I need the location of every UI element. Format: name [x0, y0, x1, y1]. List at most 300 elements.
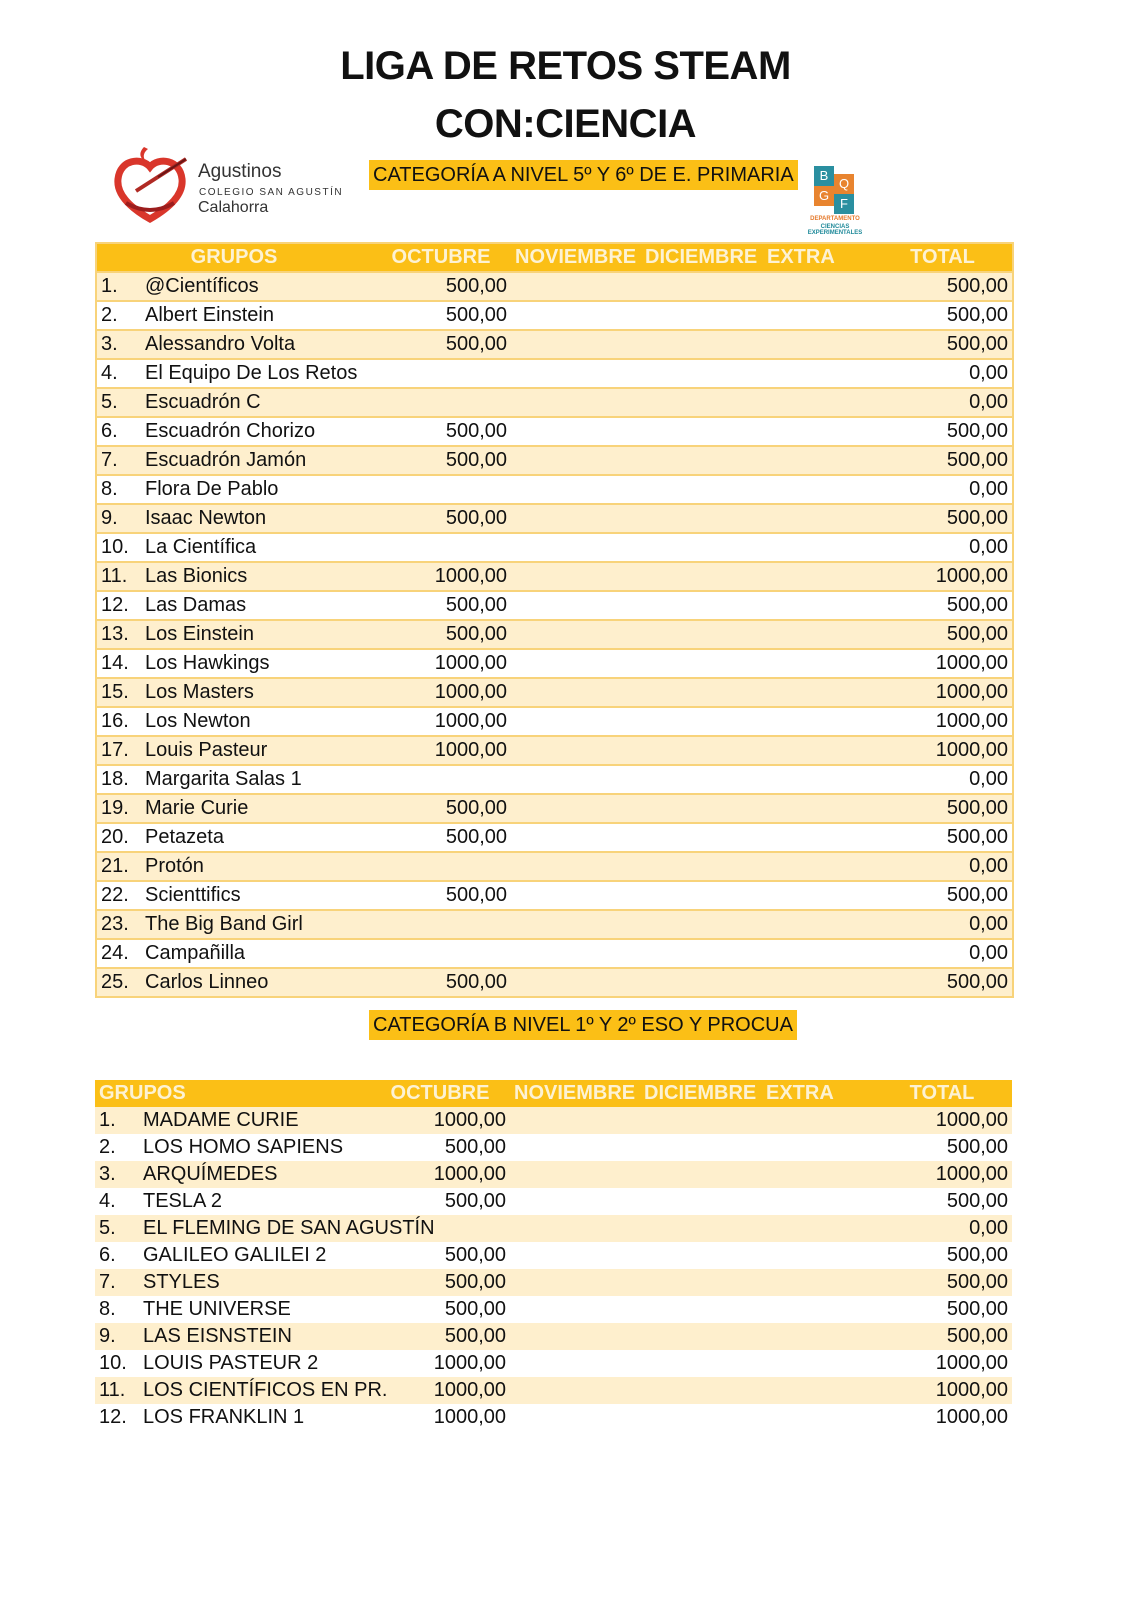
- group-name-cell: [96, 475, 371, 504]
- extra-cell: [763, 475, 873, 504]
- group-name: Las Bionics: [145, 565, 248, 587]
- diciembre-cell: [641, 649, 763, 678]
- group-name-cell: [96, 881, 371, 910]
- total-cell: 500,00: [873, 620, 1013, 649]
- total-cell: 0,00: [873, 939, 1013, 968]
- total-cell: 1000,00: [873, 562, 1013, 591]
- group-name: LOS CIENTÍFICOS EN PR.: [143, 1379, 388, 1401]
- group-name: Escuadrón Jamón: [145, 449, 307, 471]
- table-row[interactable]: [95, 1377, 1012, 1404]
- octubre-cell: 500,00: [444, 1244, 506, 1266]
- row-number: 3.: [99, 1163, 116, 1185]
- extra-cell: [763, 649, 873, 678]
- total-cell: 500,00: [873, 301, 1013, 330]
- total-cell: 0,00: [873, 852, 1013, 881]
- group-name: GALILEO GALILEI 2: [143, 1244, 327, 1266]
- department-logo-line2: CIENCIAS EXPERIMENTALES: [807, 224, 863, 236]
- noviembre-cell: [510, 1134, 640, 1161]
- total-cell: 1000,00: [872, 1377, 1012, 1404]
- group-name-cell: [95, 1296, 370, 1323]
- extra-cell: [763, 678, 873, 707]
- school-logo-city: Calahorra: [198, 199, 269, 216]
- row-number: 16.: [101, 710, 129, 732]
- noviembre-cell: [511, 330, 641, 359]
- table-row[interactable]: [95, 1107, 1012, 1134]
- total-cell: 500,00: [946, 1190, 1008, 1212]
- extra-cell: [763, 794, 873, 823]
- group-name: ARQUÍMEDES: [143, 1163, 278, 1185]
- group-name: Los Einstein: [145, 623, 254, 645]
- total-cell: 500,00: [873, 330, 1013, 359]
- group-name: Escuadrón Chorizo: [145, 420, 316, 442]
- row-number: 15.: [101, 681, 129, 703]
- extra-cell: [762, 1296, 872, 1323]
- diciembre-cell: [640, 1188, 762, 1215]
- table-row[interactable]: [96, 446, 1013, 475]
- noviembre-cell: [511, 678, 641, 707]
- total-cell: 500,00: [873, 272, 1013, 301]
- noviembre-cell: [511, 301, 641, 330]
- table-row[interactable]: [96, 736, 1013, 765]
- group-name-cell: [96, 707, 371, 736]
- table-row[interactable]: [96, 388, 1013, 417]
- extra-cell: [763, 939, 873, 968]
- total-cell: 500,00: [946, 1298, 1008, 1320]
- group-name-cell: [95, 1350, 370, 1377]
- table-row[interactable]: [95, 1269, 1012, 1296]
- noviembre-cell: [511, 620, 641, 649]
- group-name: Los Hawkings: [145, 652, 270, 674]
- group-name-cell: [95, 1242, 370, 1269]
- table-row[interactable]: [96, 765, 1013, 794]
- noviembre-cell: [510, 1296, 640, 1323]
- group-name-cell: [95, 1323, 370, 1350]
- noviembre-cell: [511, 707, 641, 736]
- noviembre-cell: [511, 446, 641, 475]
- extra-cell: [763, 591, 873, 620]
- row-number: 1.: [99, 1109, 116, 1131]
- total-cell: 1000,00: [935, 1406, 1008, 1428]
- group-name-cell: [96, 417, 371, 446]
- category-b-table: [95, 1080, 1012, 1431]
- diciembre-cell: [641, 475, 763, 504]
- extra-cell: [763, 417, 873, 446]
- extra-cell: [763, 823, 873, 852]
- column-header-octubre[interactable]: OCTUBRE: [371, 243, 511, 272]
- diciembre-cell: [641, 736, 763, 765]
- table-row[interactable]: [96, 910, 1013, 939]
- diciembre-cell: [641, 301, 763, 330]
- diciembre-cell: [640, 1107, 762, 1134]
- total-cell: 500,00: [873, 504, 1013, 533]
- group-name: Los Newton: [145, 710, 251, 732]
- group-name: Campañilla: [145, 942, 246, 964]
- noviembre-cell: [511, 939, 641, 968]
- diciembre-cell: [640, 1323, 762, 1350]
- diciembre-cell: [640, 1377, 762, 1404]
- total-cell: 0,00: [873, 765, 1013, 794]
- diciembre-cell: [641, 620, 763, 649]
- octubre-cell: 500,00: [371, 272, 511, 301]
- diciembre-cell: [640, 1242, 762, 1269]
- table-row[interactable]: [96, 881, 1013, 910]
- group-name-cell: [95, 1377, 388, 1404]
- diciembre-cell: [641, 591, 763, 620]
- total-cell: 1000,00: [873, 707, 1013, 736]
- table-row[interactable]: [95, 1242, 1012, 1269]
- row-number: 22.: [101, 884, 129, 906]
- row-number: 24.: [101, 942, 129, 964]
- table-row[interactable]: [96, 823, 1013, 852]
- group-name-cell: [96, 272, 371, 301]
- octubre-cell: 500,00: [444, 1298, 506, 1320]
- total-cell: 500,00: [946, 1244, 1008, 1266]
- extra-cell: [763, 562, 873, 591]
- diciembre-cell: [640, 1350, 762, 1377]
- table-row[interactable]: [96, 475, 1013, 504]
- group-name-cell: [96, 533, 371, 562]
- octubre-cell: [371, 475, 511, 504]
- table-row[interactable]: [96, 272, 1013, 301]
- noviembre-cell: [511, 359, 641, 388]
- group-name-cell: [96, 388, 371, 417]
- table-row[interactable]: [95, 1323, 1012, 1350]
- table-row[interactable]: [96, 301, 1013, 330]
- noviembre-cell: [510, 1350, 640, 1377]
- total-cell: 500,00: [873, 417, 1013, 446]
- diciembre-cell: [641, 417, 763, 446]
- table-row[interactable]: [95, 1134, 1012, 1161]
- row-number: 13.: [101, 623, 129, 645]
- column-header-diciembre[interactable]: DICIEMBRE: [640, 1080, 762, 1107]
- group-name: Los Masters: [145, 681, 254, 703]
- logo-square-b: B: [814, 166, 834, 186]
- noviembre-cell: [511, 533, 641, 562]
- table-row[interactable]: [96, 939, 1013, 968]
- logo-square-g: G: [814, 186, 834, 206]
- total-cell: 500,00: [872, 1323, 1012, 1350]
- noviembre-cell: [511, 649, 641, 678]
- extra-cell: [762, 1377, 872, 1404]
- page-title-line2: CON:CIENCIA: [434, 102, 697, 146]
- octubre-cell: 500,00: [371, 881, 511, 910]
- total-cell: 1000,00: [873, 649, 1013, 678]
- diciembre-cell: [640, 1134, 762, 1161]
- row-number: 14.: [101, 652, 129, 674]
- noviembre-cell: [511, 417, 641, 446]
- column-header-octubre[interactable]: OCTUBRE: [370, 1080, 510, 1107]
- diciembre-cell: [641, 823, 763, 852]
- extra-cell: [762, 1323, 872, 1350]
- column-header-grupos[interactable]: GRUPOS: [95, 1080, 370, 1107]
- column-header-total[interactable]: TOTAL: [872, 1080, 1012, 1107]
- diciembre-cell: [640, 1404, 762, 1431]
- group-name: La Científica: [145, 536, 257, 558]
- diciembre-cell: [641, 272, 763, 301]
- extra-cell: [763, 881, 873, 910]
- extra-cell: [763, 707, 873, 736]
- diciembre-cell: [641, 330, 763, 359]
- row-number: 19.: [101, 797, 129, 819]
- group-name: Isaac Newton: [145, 507, 267, 529]
- group-name: LOS FRANKLIN 1: [143, 1406, 305, 1428]
- diciembre-cell: [641, 968, 763, 997]
- school-logo-subtitle: COLEGIO SAN AGUSTÍN: [199, 187, 344, 198]
- table-row[interactable]: [96, 678, 1013, 707]
- noviembre-cell: [511, 852, 641, 881]
- table-row[interactable]: [95, 1188, 1012, 1215]
- octubre-cell: 1000,00: [433, 1352, 506, 1374]
- logo-square-q: Q: [834, 174, 854, 194]
- table-row[interactable]: [96, 620, 1013, 649]
- octubre-cell: [371, 852, 511, 881]
- octubre-cell: 1000,00: [371, 562, 511, 591]
- group-name: El Equipo De Los Retos: [145, 362, 358, 384]
- row-number: 5.: [99, 1217, 116, 1239]
- row-number: 9.: [101, 507, 118, 529]
- octubre-cell: 1000,00: [371, 649, 511, 678]
- octubre-cell: 500,00: [370, 1323, 510, 1350]
- diciembre-cell: [641, 852, 763, 881]
- extra-cell: [763, 359, 873, 388]
- extra-cell: [763, 968, 873, 997]
- department-logo: [800, 160, 910, 240]
- group-name: MADAME CURIE: [143, 1109, 299, 1131]
- row-number: 4.: [99, 1190, 116, 1212]
- noviembre-cell: [511, 388, 641, 417]
- diciembre-cell: [641, 678, 763, 707]
- category-a-banner: CATEGORÍA A NIVEL 5º Y 6º DE E. PRIMARIA: [369, 160, 798, 190]
- diciembre-cell: [641, 910, 763, 939]
- diciembre-cell: [641, 794, 763, 823]
- row-number: 18.: [101, 768, 129, 790]
- group-name-cell: [96, 359, 371, 388]
- row-number: 10.: [99, 1352, 127, 1374]
- row-number: 11.: [99, 1379, 126, 1401]
- group-name-cell: [96, 562, 371, 591]
- total-cell: 1000,00: [935, 1352, 1008, 1374]
- row-number: 4.: [101, 362, 118, 384]
- table-row[interactable]: [95, 1161, 1012, 1188]
- total-cell: 0,00: [873, 475, 1013, 504]
- noviembre-cell: [511, 968, 641, 997]
- extra-cell: [763, 504, 873, 533]
- group-name-cell: [95, 1107, 370, 1134]
- group-name-cell: [95, 1215, 435, 1242]
- extra-cell: [762, 1134, 872, 1161]
- noviembre-cell: [511, 881, 641, 910]
- table-row[interactable]: [96, 852, 1013, 881]
- total-cell: 0,00: [873, 359, 1013, 388]
- group-name-cell: [96, 446, 371, 475]
- noviembre-cell: [511, 794, 641, 823]
- table-row[interactable]: [96, 330, 1013, 359]
- extra-cell: [763, 533, 873, 562]
- group-name-cell: [96, 939, 371, 968]
- extra-cell: [762, 1269, 872, 1296]
- table-header-row: [95, 1080, 1012, 1107]
- row-number: 17.: [101, 739, 129, 761]
- group-name: Petazeta: [145, 826, 224, 848]
- extra-cell: [763, 620, 873, 649]
- row-number: 25.: [101, 971, 129, 993]
- category-a-table: [95, 242, 1014, 998]
- diciembre-cell: [641, 562, 763, 591]
- noviembre-cell: [510, 1323, 640, 1350]
- table-row[interactable]: [96, 504, 1013, 533]
- table-row[interactable]: [96, 359, 1013, 388]
- group-name-cell: [96, 678, 371, 707]
- total-cell: 500,00: [873, 881, 1013, 910]
- column-header-noviembre[interactable]: NOVIEMBRE: [510, 1080, 640, 1107]
- total-cell: 0,00: [872, 1215, 1012, 1242]
- column-header-extra[interactable]: EXTRA: [763, 243, 873, 272]
- group-name-cell: [96, 765, 371, 794]
- category-b-banner: CATEGORÍA B NIVEL 1º Y 2º ESO Y PROCUA: [369, 1010, 797, 1040]
- group-name: Louis Pasteur: [145, 739, 268, 761]
- octubre-cell: 500,00: [371, 504, 511, 533]
- row-number: 20.: [101, 826, 129, 848]
- group-name: Flora De Pablo: [145, 478, 279, 500]
- row-number: 6.: [101, 420, 118, 442]
- group-name-cell: [95, 1161, 370, 1188]
- group-name: Escuadrón C: [145, 391, 261, 413]
- group-name: The Big Band Girl: [145, 913, 303, 935]
- table-row[interactable]: [96, 417, 1013, 446]
- row-number: 6.: [99, 1244, 116, 1266]
- extra-cell: [762, 1404, 872, 1431]
- extra-cell: [763, 330, 873, 359]
- group-name: LAS EISNSTEIN: [143, 1325, 292, 1347]
- octubre-cell: 500,00: [371, 968, 511, 997]
- logo-square-f: F: [834, 194, 854, 214]
- octubre-cell: 500,00: [371, 620, 511, 649]
- diciembre-cell: [641, 533, 763, 562]
- table-row[interactable]: [96, 968, 1013, 997]
- diciembre-cell: [641, 765, 763, 794]
- total-cell: 1000,00: [872, 1161, 1012, 1188]
- group-name: LOUIS PASTEUR 2: [143, 1352, 319, 1374]
- row-number: 3.: [101, 333, 118, 355]
- extra-cell: [763, 765, 873, 794]
- noviembre-cell: [510, 1107, 640, 1134]
- noviembre-cell: [511, 591, 641, 620]
- octubre-cell: 500,00: [444, 1190, 506, 1212]
- total-cell: 0,00: [873, 910, 1013, 939]
- diciembre-cell: [640, 1296, 762, 1323]
- total-cell: 0,00: [873, 533, 1013, 562]
- group-name: Marie Curie: [145, 797, 249, 819]
- group-name-cell: [96, 968, 371, 997]
- noviembre-cell: [511, 736, 641, 765]
- table-row[interactable]: [96, 649, 1013, 678]
- diciembre-cell: [640, 1215, 762, 1242]
- group-name-cell: [95, 1404, 370, 1431]
- total-cell: 1000,00: [873, 736, 1013, 765]
- table-row[interactable]: [95, 1350, 1012, 1377]
- group-name: @Científicos: [145, 275, 259, 297]
- octubre-cell: 500,00: [371, 330, 511, 359]
- column-header-total[interactable]: TOTAL: [873, 243, 1013, 272]
- group-name-cell: [96, 910, 371, 939]
- extra-cell: [762, 1161, 872, 1188]
- octubre-cell: 500,00: [444, 1136, 506, 1158]
- octubre-cell: 1000,00: [371, 736, 511, 765]
- group-name: Las Damas: [145, 594, 247, 616]
- extra-cell: [763, 388, 873, 417]
- octubre-cell: 1000,00: [370, 1161, 510, 1188]
- column-header-noviembre[interactable]: NOVIEMBRE: [511, 243, 641, 272]
- extra-cell: [762, 1188, 872, 1215]
- group-name: Carlos Linneo: [145, 971, 269, 993]
- table-row[interactable]: [96, 562, 1013, 591]
- noviembre-cell: [511, 504, 641, 533]
- table-row[interactable]: [96, 591, 1013, 620]
- group-name: STYLES: [143, 1271, 220, 1293]
- row-number: 12.: [99, 1406, 127, 1428]
- table-row[interactable]: [95, 1215, 1012, 1242]
- octubre-cell: [371, 359, 511, 388]
- row-number: 9.: [99, 1325, 116, 1347]
- total-cell: 500,00: [873, 794, 1013, 823]
- table-row[interactable]: [96, 533, 1013, 562]
- diciembre-cell: [641, 504, 763, 533]
- noviembre-cell: [511, 562, 641, 591]
- octubre-cell: 1000,00: [371, 707, 511, 736]
- noviembre-cell: [511, 272, 641, 301]
- table-header-row: [96, 243, 1013, 272]
- table-row[interactable]: [96, 707, 1013, 736]
- extra-cell: [763, 272, 873, 301]
- row-number: 7.: [99, 1271, 116, 1293]
- row-number: 2.: [99, 1136, 116, 1158]
- group-name-cell: [96, 736, 371, 765]
- school-logo-brand: Agustinos: [198, 161, 282, 182]
- diciembre-cell: [641, 881, 763, 910]
- column-header-extra[interactable]: EXTRA: [762, 1080, 872, 1107]
- octubre-cell: 500,00: [371, 823, 511, 852]
- row-number: 7.: [101, 449, 118, 471]
- extra-cell: [763, 301, 873, 330]
- page-title-line1: LIGA DE RETOS STEAM: [340, 44, 791, 88]
- diciembre-cell: [640, 1269, 762, 1296]
- group-name-cell: [96, 649, 371, 678]
- table-row[interactable]: [96, 794, 1013, 823]
- group-name-cell: [96, 504, 371, 533]
- octubre-cell: 500,00: [370, 1269, 510, 1296]
- table-row[interactable]: [95, 1404, 1012, 1431]
- school-logo: [112, 145, 352, 225]
- extra-cell: [763, 852, 873, 881]
- column-header-diciembre[interactable]: DICIEMBRE: [641, 243, 763, 272]
- row-number: 21.: [101, 855, 129, 877]
- octubre-cell: [371, 388, 511, 417]
- octubre-cell: [371, 910, 511, 939]
- group-name-cell: [95, 1188, 370, 1215]
- row-number: 8.: [99, 1298, 116, 1320]
- group-name: LOS HOMO SAPIENS: [143, 1136, 344, 1158]
- row-number: 23.: [101, 913, 129, 935]
- total-cell: 1000,00: [873, 678, 1013, 707]
- group-name: Protón: [145, 855, 204, 877]
- table-row[interactable]: [95, 1296, 1012, 1323]
- extra-cell: [762, 1107, 872, 1134]
- column-header-grupos[interactable]: GRUPOS: [96, 243, 371, 272]
- noviembre-cell: [510, 1404, 640, 1431]
- group-name-cell: [96, 591, 371, 620]
- group-name-cell: [96, 823, 371, 852]
- total-cell: 500,00: [873, 591, 1013, 620]
